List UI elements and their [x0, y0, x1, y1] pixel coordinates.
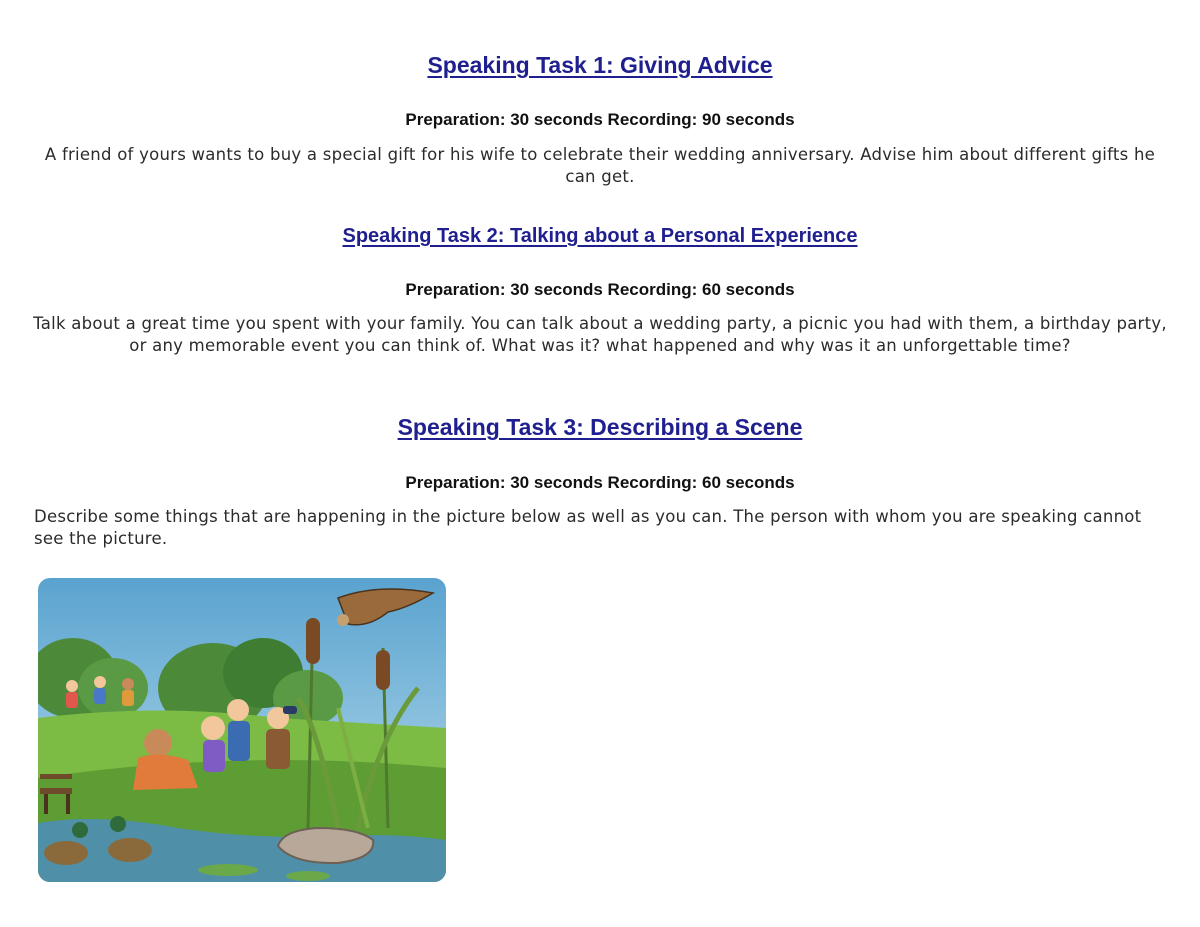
task-3-timing: Preparation: 30 seconds Recording: 60 seconds — [405, 473, 795, 492]
task-2-prompt: Talk about a great time you spent with your family. You can talk about a wedding party, a picnic you had with them, a birthday party, or any memorable event you can think of. What was it? what happened and why was it an unforgettable time? — [33, 314, 1167, 355]
lily-pad — [198, 864, 258, 876]
task-3-prompt: Describe some things that are happening in the picture below as well as you can. The person with whom you are speaking cannot see the picture. — [34, 507, 1142, 548]
lily-pad — [286, 871, 330, 881]
task-2-timing: Preparation: 30 seconds Recording: 60 seconds — [405, 280, 795, 299]
task-1-title: Speaking Task 1: Giving Advice — [427, 52, 773, 78]
task-1-timing: Preparation: 30 seconds Recording: 90 seconds — [405, 110, 795, 129]
park-scene-illustration — [38, 578, 446, 882]
task-2-title: Speaking Task 2: Talking about a Personal Experience — [342, 225, 858, 247]
task-3-title: Speaking Task 3: Describing a Scene — [397, 414, 803, 440]
task-1-prompt: A friend of yours wants to buy a special gift for his wife to celebrate their wedding anniversary. Advise him about different gifts he can get. — [44, 145, 1156, 186]
park-scene-svg — [38, 578, 446, 882]
